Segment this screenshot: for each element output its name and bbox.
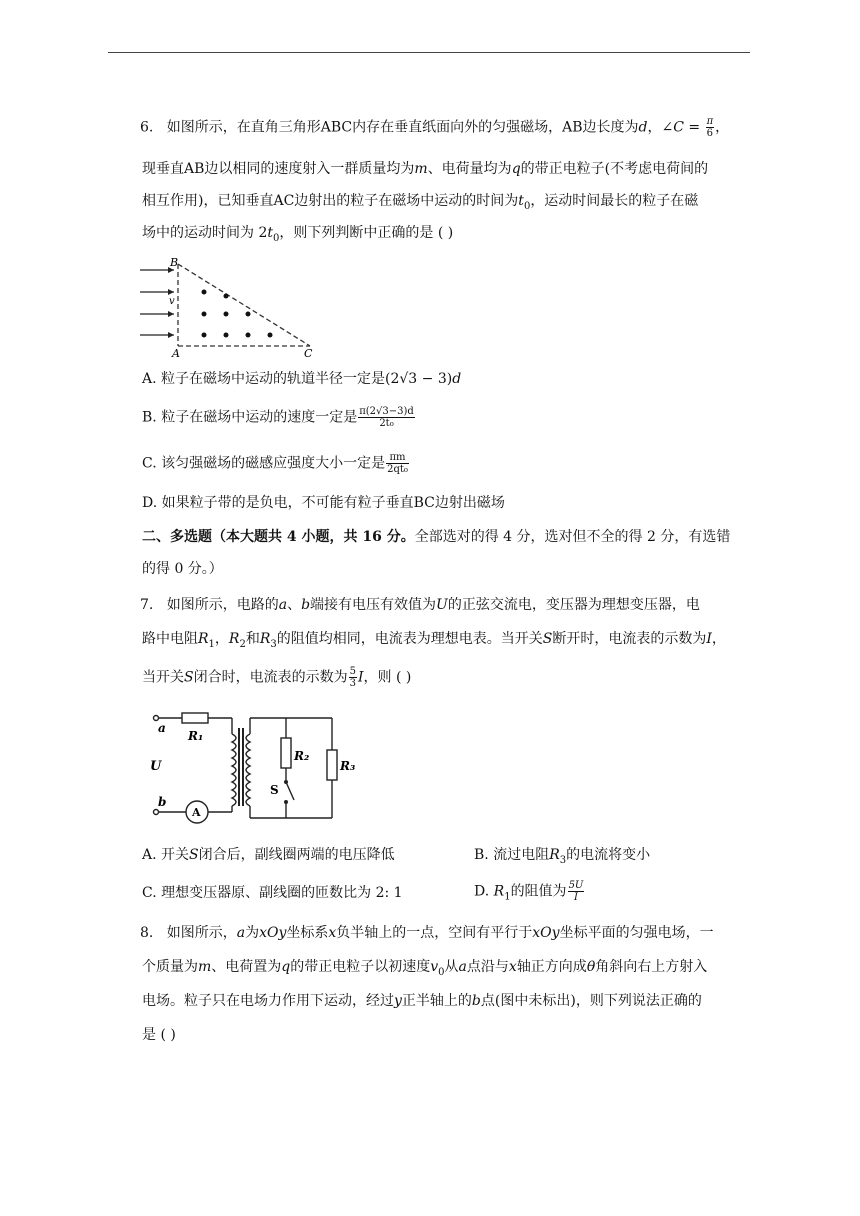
q6-line4: 场中的运动时间为 $2t_0$，则下列判断中正确的是 ( ) bbox=[142, 225, 454, 244]
q6-triangle-figure bbox=[138, 252, 328, 362]
q8-line2: 个质量为m、电荷置为q的带正电粒子以初速度$v_0$从a点沿与x轴正方向成θ角斜向右上方射入 bbox=[142, 959, 708, 978]
section2-title: 二、多选题（本大题共 4 小题，共 16 分。全部选对的得 4 分，选对但不全的得 2 分，有选错 bbox=[142, 529, 731, 545]
field-fraction: $\frac{\pi m}{\text{2qt₀}}$ bbox=[387, 452, 408, 475]
q6-option-a[interactable]: A. 粒子在磁场中运动的轨道半径一定是(2√3 − 3)d bbox=[142, 371, 462, 387]
label-a: a bbox=[158, 721, 166, 735]
q7-option-c[interactable]: C. 理想变压器原、副线圈的匝数比为 2: 1 bbox=[142, 885, 403, 901]
speed-fraction: $\frac{\pi(2√3-3)d}{\text{2t₀}}$ bbox=[359, 406, 414, 429]
label-R2: R₂ bbox=[294, 749, 310, 763]
q7-line2: 路中电阻$R_1$，$R_2$和$R_3$的阻值均相同，电流表为理想电表。当开关S断开时，电流表的示数为I， bbox=[142, 631, 726, 650]
q6-line3: 相互作用)，已知垂直AC边射出的粒子在磁场中运动的时间为$t_0$，运动时间最长的粒子在磁 bbox=[142, 193, 699, 212]
q8-line4: 是 ( ) bbox=[142, 1027, 176, 1043]
q7-option-b[interactable]: B. 流过电阻$R_3$的电流将变小 bbox=[474, 847, 651, 866]
angle-fraction: $\frac{\pi}{6}$ bbox=[706, 116, 714, 139]
label-S: S bbox=[270, 783, 279, 797]
q6-option-c[interactable]: C. 该匀强磁场的磁感应强度大小一定是 $\frac{\pi m}{\text{2qt₀}}$ bbox=[142, 452, 408, 475]
q8-line3: 电场。粒子只在电场力作用下运动，经过y正半轴上的b点(图中未标出)，则下列说法正确的 bbox=[142, 993, 702, 1009]
q7-circuit-figure bbox=[146, 708, 356, 832]
q7-option-d[interactable]: D. $R_1$的阻值为 $\frac{5U}{I}$ bbox=[474, 880, 584, 903]
label-R1: R₁ bbox=[188, 729, 204, 743]
label-R3: R₃ bbox=[340, 759, 356, 773]
q7-option-a[interactable]: A. 开关S闭合后，副线圈两端的电压降低 bbox=[142, 847, 395, 863]
label-b: b bbox=[158, 795, 167, 809]
label-U: U bbox=[150, 759, 162, 774]
current-fraction: $\frac{5}{3}$ bbox=[349, 666, 356, 689]
r1-fraction: $\frac{5U}{I}$ bbox=[568, 880, 584, 903]
q6-line2: 现垂直AB边以相同的速度射入一群质量均为m、电荷量均为q的带正电粒子(不考虑电荷间的 bbox=[142, 161, 709, 177]
ammeter-label: A bbox=[192, 806, 201, 819]
q7-line3: 当开关S闭合时，电流表的示数为 $\frac{5}{3}$ I，则 ( ) bbox=[142, 666, 412, 689]
label-C: C bbox=[304, 347, 313, 360]
q6-option-d[interactable]: D. 如果粒子带的是负电，不可能有粒子垂直BC边射出磁场 bbox=[142, 495, 505, 511]
q6-line1: 6. 如图所示，在直角三角形ABC内存在垂直纸面向外的匀强磁场，AB边长度为d，∠C = $\frac{\pi}{6}$ ， bbox=[140, 116, 730, 139]
q6-option-b[interactable]: B. 粒子在磁场中运动的速度一定是 $\frac{\pi(2√3-3)d}{\text{2t₀}}$ bbox=[142, 406, 414, 429]
q7-line1: 7. 如图所示，电路的a、b端接有电压有效值为U的正弦交流电，变压器为理想变压器，电 bbox=[140, 597, 700, 613]
label-B: B bbox=[170, 256, 179, 269]
section2-title-line2: 的得 0 分。） bbox=[142, 561, 223, 577]
label-v: v bbox=[169, 296, 175, 307]
label-A: A bbox=[172, 347, 180, 360]
header-rule bbox=[108, 52, 750, 53]
q8-line1: 8. 如图所示，a为xOy坐标系x负半轴上的一点，空间有平行于xOy坐标平面的匀强电场，一 bbox=[140, 925, 714, 941]
